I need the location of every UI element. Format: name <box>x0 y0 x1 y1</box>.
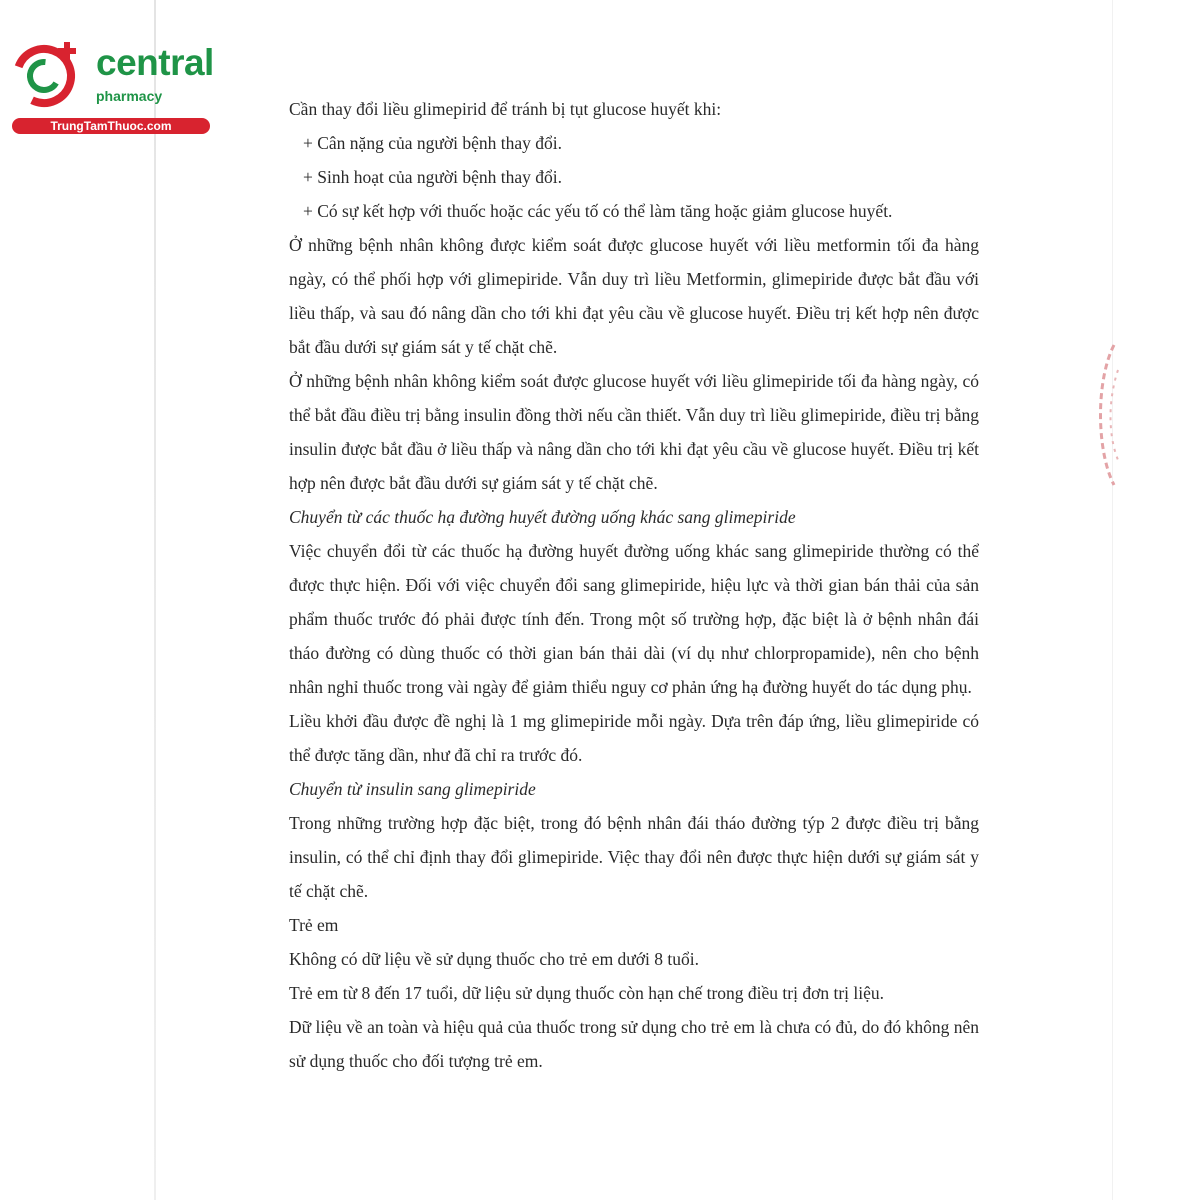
paragraph: Dữ liệu về an toàn và hiệu quả của thuốc trong sử dụng cho trẻ em là chưa có đủ, do đó không nên sử dụng thuốc cho đối tượng trẻ em. <box>289 1017 979 1071</box>
logo-subtitle: pharmacy <box>96 88 163 104</box>
scan-edge-right <box>1112 0 1113 1200</box>
logo-website-badge: TrungTamThuoc.com <box>12 118 210 134</box>
paragraph: Ở những bệnh nhân không được kiểm soát được glucose huyết với liều metformin tối đa hàng ngày, có thể phối hợp với glimepiride. Vẫn duy trì liều Metformin, glimepiride được bắt đầu với liều thấp, và sau đó nâng dần cho tới khi đạt yêu cầu về glucose huyết. Điều trị kết hợp nên được bắt đầu dưới sự giám sát y tế chặt chẽ. <box>289 235 979 357</box>
red-seal-stamp-fragment <box>1090 340 1120 490</box>
list-item: + Sinh hoạt của người bệnh thay đổi. <box>303 167 562 187</box>
paragraph: Không có dữ liệu về sử dụng thuốc cho trẻ em dưới 8 tuổi. <box>289 949 700 969</box>
subsection-label: Trẻ em <box>289 915 339 935</box>
document-body <box>289 92 979 1078</box>
paragraph: Liều khởi đầu được đề nghị là 1 mg glimepiride mỗi ngày. Dựa trên đáp ứng, liều glimepiride có thể được tăng dần, như đã chỉ ra trước đó. <box>289 711 979 765</box>
central-pharmacy-logo[interactable] <box>12 38 212 138</box>
section-heading: Chuyển từ insulin sang glimepiride <box>289 779 536 799</box>
paragraph: Việc chuyển đổi từ các thuốc hạ đường huyết đường uống khác sang glimepiride thường có thể được thực hiện. Đối với việc chuyển đổi sang glimepiride, hiệu lực và thời gian bán thải của sản phẩm thuốc trước đó phải được tính đến. Trong một số trường hợp, đặc biệt là ở bệnh nhân đái tháo đường có dùng thuốc có thời gian bán thải dài (ví dụ như chlorpropamide), nên cho bệnh nhân nghỉ thuốc trong vài ngày để giảm thiểu nguy cơ phản ứng hạ đường huyết do tác dụng phụ. <box>289 541 979 697</box>
logo-name: central <box>96 42 214 83</box>
paragraph: Trong những trường hợp đặc biệt, trong đó bệnh nhân đái tháo đường týp 2 được điều trị bằng insulin, có thể chỉ định thay đổi glimepiride. Việc thay đổi nên được thực hiện dưới sự giám sát y tế chặt chẽ. <box>289 813 979 901</box>
paragraph: Trẻ em từ 8 đến 17 tuổi, dữ liệu sử dụng thuốc còn hạn chế trong điều trị đơn trị liệu. <box>289 983 885 1003</box>
scan-edge-left <box>154 0 156 1200</box>
list-item: + Có sự kết hợp với thuốc hoặc các yếu tố có thể làm tăng hoặc giảm glucose huyết. <box>303 201 893 221</box>
pharmacy-cross-logo-icon <box>12 40 84 112</box>
paragraph-intro: Cần thay đổi liều glimepirid để tránh bị tụt glucose huyết khi: <box>289 99 722 119</box>
section-heading: Chuyển từ các thuốc hạ đường huyết đường uống khác sang glimepiride <box>289 507 796 527</box>
list-item: + Cân nặng của người bệnh thay đổi. <box>303 133 562 153</box>
paragraph: Ở những bệnh nhân không kiểm soát được glucose huyết với liều glimepiride tối đa hàng ngày, có thể bắt đầu điều trị bằng insulin đồng thời nếu cần thiết. Vẫn duy trì liều glimepiride, điều trị bằng insulin được bắt đầu ở liều thấp và nâng dần cho tới khi đạt yêu cầu về glucose huyết. Điều trị kết hợp nên được bắt đầu dưới sự giám sát y tế chặt chẽ. <box>289 371 979 493</box>
